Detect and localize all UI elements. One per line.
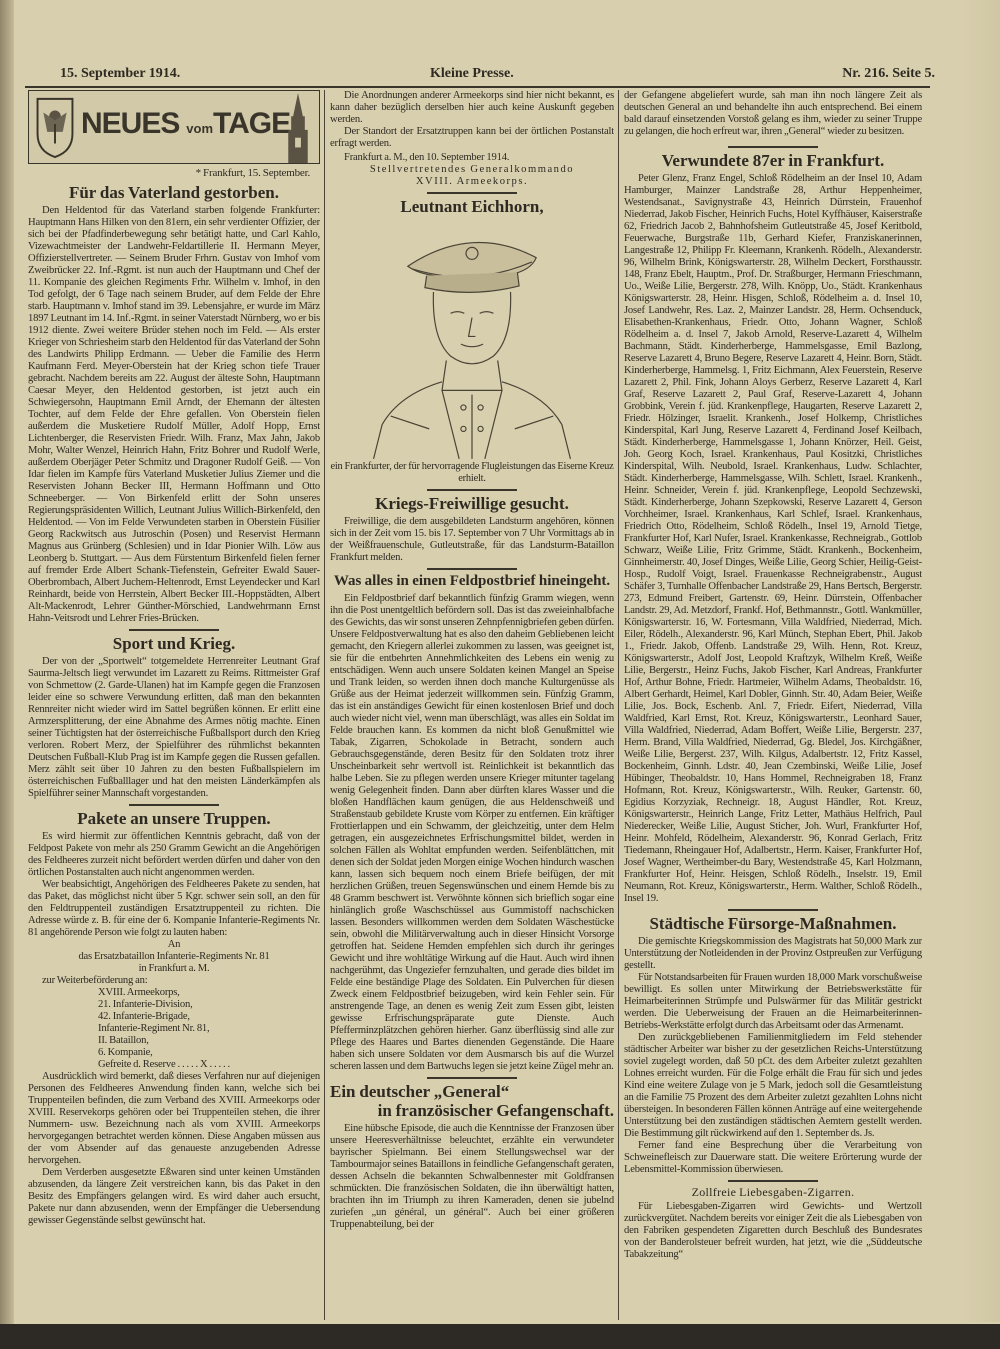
article-separator — [427, 1077, 517, 1079]
headline-in-franzoesischer-gefangenschaft: in französischer Gefangenschaft. — [377, 1101, 614, 1120]
article-text: Dem Verderben ausgesetzte Eßwaren sind unter keinen Umständen abzusenden, da längere Zeit verstreichen kann, bis das Paket in den Besitz des Empfängers gelangen wird. Es wird daher auch ersucht, Pakete nur dann abzusenden, wenn der Empfänger die Uebersendung gewisser Gegenstände selbst gewünscht hat. — [28, 1167, 320, 1226]
article-separator — [728, 1180, 818, 1182]
article-text: Es wird hiermit zur öffentlichen Kenntnis gebracht, daß von der Feldpost Pakete von mehr als 250 Gramm Gewicht an die Angehörigen des Feldheeres zurzeit nicht befördert werden dürfen und daher von den örtlichen Postanstalten auch nicht angenommen werden. — [28, 831, 320, 878]
article-separator — [427, 568, 517, 570]
issue-date: 15. September 1914. — [60, 66, 181, 81]
portrait-caption: ein Frankfurter, der für hervorragende Flugleistungen das Eiserne Kreuz erhielt. — [330, 461, 614, 484]
address-line: Infanterie-Regiment Nr. 81, — [98, 1023, 210, 1034]
address-line: in Frankfurt a. M. — [138, 963, 210, 974]
header-rule — [25, 86, 930, 88]
headline-kriegs-freiwillige-gesucht: Kriegs-Freiwillige gesucht. — [375, 494, 569, 513]
article-text: Die Anordnungen anderer Armeekorps sind hier nicht bekannt, es kann daher bezüglich derselben hier auch keine Auskunft gegeben werden. — [330, 90, 614, 125]
column-2 — [330, 90, 614, 1322]
running-head — [60, 66, 935, 86]
cathedral-tower-icon — [283, 91, 313, 163]
article-text: Wer beabsichtigt, Angehörigen des Feldheeres Pakete zu senden, hat das Paket, das möglichst nicht über 5 Kgr. schwer sein soll, an den für den Feldtruppenteil zuständigen Ersatztruppenteil zu richten. Die Adresse würde z. B. für eine der 6. Kompanie Infanterie-Regiments Nr. 81 angehörende Person wie folgt zu lauten haben: — [28, 879, 320, 938]
address-line: zur Weiterbeförderung an: — [42, 975, 148, 986]
article-text: Für Notstandsarbeiten für Frauen wurden 18,000 Mark vorschußweise bewilligt. Es sollen unter Mitwirkung der Betriebswerkstätte für Heimarbeiterinnen Strümpfe und Pulswärmer für das Militär gestrickt werden. Die Ueberweisung der Frauen an die Heimarbeiterinnen-Betriebs-Werkstätte erfolgt durch das Arbeitsamt oder das Armenamt. — [624, 972, 922, 1031]
issue-page-number: Nr. 216. Seite 5. — [842, 66, 935, 81]
headline-ein-deutscher-general: Ein deutscher „General“ — [330, 1082, 510, 1101]
headline-pakete-an-unsere-truppen: Pakete an unsere Truppen. — [77, 809, 271, 828]
address-line: das Ersatzbataillon Infanterie-Regiments Nr. 81 — [78, 951, 270, 962]
signature-authority: Stellvertretendes Generalkommando — [369, 164, 575, 175]
signature-authority: XVIII. Armeekorps. — [415, 176, 529, 187]
article-text: Den Heldentod für das Vaterland starben folgende Frankfurter: Hauptmann Hans Hilken von den 81ern, ein sehr verdienter Offizier, der sich bei der Pfadfinderbewegung sehr betätigt hatte, und Carl Kahlo, Vizewachtmeister der Landwehr-Feldartillerie II. Hermann Meyer, Offizierstellvertreter. — Seinem Bruder Frhrn. Gustav von Imhof vom Zweibrücker 22. Inf.-Rgmt. ist nun auch der Hauptmann und Chef der 11. Kompanie des gleichen Regiments Frhr. Wilhelm v. Imhof, in den Tod gefolgt, der 6 Tage nach seinem Bruder, auf dem Felde der Ehre starb. Hauptmann v. Imhof stand im 39. Lebensjahre, er wurde im März 1897 Leutnant im 14. Inf.-Rgmt. in seiner Vaterstadt Nürnberg, wo er bis 1912 diente. Zwei weitere Brüder stehen noch im Feld. — Als erster Krieger von Schriesheim starb den Heldentod für das Vaterland der Sohn des Landwirts Philipp Erdmann. — Ueber die Familie des Herrn Kaufmann Ferd. Meyer-Oberstein hat der Krieg schon tiefe Trauer gebracht. Nachdem bereits am 22. August der älteste Sohn, Hauptmann Caesar Meyer, den Heldentod gestorben, ist jetzt auch ein Schwiegersohn, Hauptmann Emil Arndt, der Ehemann der ältesten Tochter, auf dem Felde der Ehre gefallen. Von Oberstein fielen außerdem die Musketiere Rudolf Müller, Adolf Hopp, Ernst Lichtenberger, die Reservisten Friedr. Wilh. Franz, Max Jahn, Jakob Mohr, Walter Wenzel, Heinrich Hahn, Fritz Bohrer und Rudolf Werle, außerdem Oberjäger Peter Schmitz und Dragoner Rudolf Geiß. — Von Idar fielen im Kampfe fürs Vaterland Musketier Julius Ziemer und die Reservisten Johann Becker III, Hermann Hoffmann und Otto Schneeberger. — Von Birkenfeld erlitt der Sohn unseres Regierungspräsidenten Willich, Leutnant Julius Willich-Birkenfeld, den Heldentod. — Von im Felde Verwundeten starben in Oberstein Füsilier Georg Rackwitsch aus Jutroschin (Posen) und Reservist Hermann Magnus aus Grünberg (Schlesien) und in Idar Pionier Wilh. Löw aus Leonberg b. Stuttgart. — Aus dem Fürstentum Birkenfeld fielen ferner auf fremder Erde Albert Schank-Tiefenstein, Gefreiter Ewald Sauer-Oberbrombach, Albert Juchem-Heltenrodt, Ernst Leyendecker und Karl Reinhardt, beide von Herrstein, Albert Becker III.-Hoppstädten, Albert Alt-Mackenrodt, Lehrer Günther-Mörschied, Landwehrmann Ernst Hahn-Veitsrodt und Lehrer Fries-Brücken. — [28, 205, 320, 624]
column-rule — [618, 90, 619, 1320]
article-text: Ein Feldpostbrief darf bekanntlich fünfzig Gramm wiegen, wenn ihn die Post unentgeltlich befördern soll. Das ist das zweieinhalbfache des Gewichts, das wir sonst unseren Zehnpfennigbriefen geben dürfen. Unsere Feldpostverwaltung hat es also den daheim Gebliebenen leicht gemacht, den Kriegern allerlei zukommen zu lassen, was geeignet ist, sie für die entbehrten Annehmlichkeiten des Lebens ein wenig zu entschädigen. Wenn auch unsere Soldaten keinen Mangel an Speise und Trank leiden, so werden ihnen doch manche Kulturgenüsse als Grüße aus der Heimat jederzeit willkommen sein. Fünfzig Gramm, das ist ein anständiges Gewicht für einen kostenlosen Brief und doch auch wieder nicht viel, wenn man überschlägt, was alles ein Soldat im Felde brauchen kann. Es kommen da nicht bloß Genußmittel wie Tabak, Zigarren, Schokolade in Betracht, sondern auch Gebrauchsgegenstände, deren Besitz für den Soldaten trotz ihrer Unscheinbarkeit sehr wertvoll ist. Reinlichkeit ist bekanntlich das halbe Leben. Sie zu pflegen werden unsere Krieger mitunter tagelang wenig Gelegenheit finden. Dann aber dürften klares Wasser und die bloßen Handflächen kaum genügen, die aus Heldenschweiß und Straßenstaub gebildete Kruste vom Körper zu entfernen. Ein kräftiger Frottierlappen und ein Schwamm, der gleichzeitig, unter dem Helm getragen, ein ausgezeichnetes Erfrischungsmittel bildet, werden in solchen Fällen als Wohltat empfunden werden. Seifenblättchen, mit denen sich der Soldat jeden Morgen einige Wochen hindurch waschen kann, lassen sich bequem noch einem Briefe beifügen, der mit herzlichen Grüßen, treuen Segenswünschen und einem Hemde bis zu 48 Gramm beschwert ist. Verwöhnte können sich brieflich sogar eine hinlänglich große Waschschüssel aus Gummistoff nachschicken lassen. Besonders willkommen werden dem Soldaten Wäschestücke sein, obwohl die Militärverwaltung auch in dieser Hinsicht Vorsorge getroffen hat. Seidene Hemden empfehlen sich durch ihr geringes Gewicht und ihre wohltätige Wirkung auf die Haut. Auch wird ihnen nachgerühmt, das Ungeziefer fernzuhalten, und gerade dies bildet im Felde eine beständige Plage des Soldaten. Ein Pulverchen für diesen Zweck einem Feldpostbrief beizugeben, wird kein Fehler sein. Für anstrengende Tage, an denen es wenig Zeit zum Essen gibt, leisten gewisse Erfrischungspräparate gute Dienste. Auch Pfefferminzplätzchen gehören hierher. Ganz überflüssig sind alle zur Pflege des Haares und Bartes dienenden Gegenstände. Die Haare haben sich unsere Soldaten vor dem Ausmarsch bis auf die Wurzel scheren lassen und dem Bartwuchs legen sie jetzt keine Zügel mehr an. — [330, 593, 614, 1072]
headline-leutnant-eichhorn: Leutnant Eichhorn, — [400, 197, 544, 216]
address-line: 42. Infanterie-Brigade, — [98, 1011, 190, 1022]
newspaper-name: Kleine Presse. — [430, 66, 514, 81]
portrait-illustration — [365, 219, 579, 459]
column-1 — [28, 90, 320, 1322]
page-margin-right — [962, 0, 1000, 1322]
section-masthead — [28, 90, 320, 164]
signature-date: Frankfurt a. M., den 10. September 1914. — [344, 152, 510, 163]
article-text: Ausdrücklich wird bemerkt, daß dieses Verfahren nur auf diejenigen Personen des Feldheeres Anwendung finden kann, welche sich bei Truppenteilen befinden, die zum Verband des XVIII. Armeekorps oder XVIII. Reservekorps gehören oder bei Truppenteilen stehen, die ihrer Nummern- usw. Bezeichnung nach als vom XVIII. Armeekorps hervorgegangen betrachtet werden können. Diese Angaben müssen aus der vom Absender auf das genaueste anzugebenden Adresse hervorgehen. — [28, 1071, 320, 1166]
headline-sport-und-krieg: Sport und Krieg. — [112, 634, 236, 653]
headline-fuer-das-vaterland-gestorben: Für das Vaterland gestorben. — [68, 183, 280, 202]
column-3 — [624, 90, 922, 1322]
address-line: XVIII. Armeekorps, — [98, 987, 180, 998]
article-text: Eine hübsche Episode, die auch die Kenntnisse der Franzosen über unsere Heeresverhältnisse beleuchtet, erzählte ein verwundeter bayrischer Spielmann. Bei einem Stellungswechsel war der Tambourmajor seines Bataillons in feindliche Gefangenschaft geraten, dessen Achseln die bekannten Schwalbennester mit Goldfransen schmückten. Die französischen Soldaten, die ihn überwältigt hatten, brachten ihn im Triumph zu ihren Kameraden, denen sie jubelnd zuriefen „un général, un général“. Auch bei einer größeren Truppenabteilung, bei der — [330, 1123, 614, 1230]
subheadline-zollfreie-liebesgaben-zigarren: Zollfreie Liebesgaben-Zigarren. — [691, 1185, 855, 1199]
article-text: Den zurückgebliebenen Familienmitgliedern im Feld stehender städtischer Arbeiter war bisher zu der gesetzlichen Reichs-Unterstützung soviel zugelegt worden, daß 50 pCt. des dem Arbeiter zuletzt gezahlten Lohnes erreicht wurden. Für die Folge erhält die Frau für sich und jedes Kind eine weitere Zulage von je 5 Mark, jedoch soll die Gesamtleistung an die Familie 75 Prozent des dem Arbeiter zuletzt gezahlten Lohns nicht übersteigen. In besonderen Fällen können Anträge auf eine weitergehende Unterstützung bei den zuständigen städtischen Aemtern gestellt werden. Die Bestimmung gilt rückwirkend auf den 1. September ds. Js. — [624, 1032, 922, 1139]
article-text: Peter Glenz, Franz Engel, Schloß Rödelheim an der Insel 10, Adam Hamburger, Mainzer Landstraße 28, Arthur Heppenheimer, Westendsanat., Savignystraße 43, Heinrich Dürrstein, Frauenhof Niederrad, Jakob Fischer, Heinrich Fuchs, Hotel Kyffhäuser, Kaiserstraße 62, Friedrich Jacob 2, Bahnhofsheim Gutleutstraße 45, Josef Keritbold, Feuerwache, Burgstraße 11b, Gerhard Kiefer, Franziskanerinnen, Langestraße 12, Philipp Fr. Kleemann, Krankenh. Rödelh., Alexanderstr. 96, Wilhelm Brink, Königswarterstr. 28, Wilhelm Deckert, Forsthausstr. 148, Franz Ebelt, Hauptm., Prof. Dr. Straßburger, Hermann Frieschmann, Uo., Weiße Lilie, Bergerstr. 278, Wilh. Knöpp, Uo., Städt. Krankenhaus Königswarterstr. 28, Heinr. Hisgen, Schloß, Rödelheim a. d. Insel 10, Josef Landwehr, Res. Laz. 2, Mainzer Landstr. 28, Herm. Ochsenduck, Elisabethen-Krankenhaus, Friedr. Otto, Johann Wagner, Schloß Rödelheim a. d. Insel 7, Jakob Arnold, Reserve-Lazarett 4, Wilhelm Bachmann, Städt. Kinderherberge, Hammelsgasse, Emil Bazlong, Reserve Lazarett 4, Bruno Begere, Reserve Lazarett 4, Heinr. Born, Städt. Kinderherberge, Hammelsg. 1, Fritz Eichmann, Alex Feuerstein, Reserve Lazarett 2, Phil. Fink, Johann Aloys Gerberz, Reserve Lazarett 4, Karl Graf, Reserve Lazarett 2, Paul Graf, Reserve-Lazarett 4, Johann Grobbink, Verein f. jüd. Krankenpflege, Haugarten, Reserve Lazarett 2, Friedr. Hölzinger, Israelit. Krankenh., Josef Holkemp, Christliches Kinderspital, Karl Jung, Reserve Lazarett 4, Ferdinand Josef Keilbach, Städt. Kinderherberge, Hammelsgasse 1, Johann Knörzer, Heil. Geist, Joh. Georg Koch, Israel. Krankenhaus, Paul Kositzki, Christliches Kinderspital, Wilh. Neubold, Israel. Krankenhaus, Ludw. Schlachter, Städt. Kinderherberge, Hammelsgasse, Wilh. Schlett, Israel. Krankenh., Heinr. Schneider, Verein f. jüd. Krankenpflege, Leopold Sechzewski, Städt. Kinderherberge, Johann Szepkowski, Reserve Lazarett 4, Gerson Vorchheimer, Israel. Krankenhaus, Karl Schlef, Israel. Krankenhaus, Friedrich Otto, Rödelheim, Schloß Rödelh., Insel 19, Arnold Tietge, Frankfurter Hof, Karl Nufer, Israel. Krankenkasse, Rechneigrab., Gottlob Schwarz, Weiße Lilie, Fritz Grimme, Städt. Krankenh., Bockenheim, Ginnheimerstr. 40, Josef Dinges, Weiße Lilie, Georg Schier, Heilig-Geist-Hosp., Rudolf Voigt, Israel. Frauenkasse Rechneigrabenstr., August Schäfer 3, Turnhalle Offenbacher Landstraße 29, Hans Bertsch, Bergerstr. 273, Edmund Freibert, Gartenstr. 69, Heinr. Dürrstein, Offenbacher Landstr. 29, Ad. Metzdorf, Frankf. Hof, Bethmannstr., Gottl. Wankmüller, Königswarterstr. 16, W. Fortesmann, Villa Waldfried, Niederrad, Mich. Eiler, Rödelh., Alexanderstr. 96, Karl Münch, Stephan Ebert, Phil. Jakob 1., Friedr. Jakob, Offenb. Landstraße 29, Wilh. Henn, Rot. Kreuz, Königswarterstr., Adolf Jost, Leopold Kraftzyk, Wilhelm Kreß, Weiße Lilie, Bergerstr., Heinz Fuchs, Jakob Fischer, Karl Andreas, Frankfurter Hof, Arthur Bohne, Friedr. Hartmeier, Wilhelm Adams, Theobaldstr. 16, Albert Gerhardt, Heimel, Karl Dobler, Ginnh. Str. 40, Adam Beier, Weiße Lilie, Jos. Bock, Eschenb. Anl. 7, Friedr. Eifert, Niederrad, Villa Waldfried, Karl Ernst, Rot. Kreuz, Königswarterstr., Leonhard Sauer, Villa Waldfried, Niederrad, Adam Boffert, Weiße Lilie, Bergerstr. 237, Herm. Brand, Villa Waldfried, Niederrad, Gg. Bledel, Jos. Kirchgäßner, Weiße Lilie, Bergerst. 237, Wilh. Kilgus, Adalbertstr. 12, Fritz Kassel, Bockenheim, Ginnh. Ldstr. 40, Jean Czembinski, Weiße Lilie, Josef Hübinger, Theobaldstr. 10, Hans Hommel, Rechneigraben 18, Franz Hofmann, Rot. Kreuz, Königswarterstr., Wilh. Reuker, Gartenstr. 60, Egidius Korzyziak, Rechneigr. 18, August Händler, Rot. Kreuz, Königswarterstr., Heinrich Lange, Fritz Letter, Mathäus Helfrich, Paul Niederecker, Weiße Lilie, August Sticher, Joh. Wurl, Frankfurter Hof, Heinr. Mohfeld, Rödelheim, Alexanderstr. 96, Konrad Gerlach, Fritz Tiedemann, Rheingauer Hof, Adalbertstr., Herm. Kaiser, Frankfurter Hof, Josef Wagner, Wertheimber-du Bary, Westendstraße 45, Karl Holzmann, Frankfurter Hof, Heinr. Heisgen, Schloß Rödelh., Inselstr. 19, Emil Neumann, Rot. Kreuz, Königswarterstr., Herm. Walther, Schloß Rödelh., Insel 19. — [624, 173, 922, 904]
dateline: * Frankfurt, 15. September. — [195, 167, 310, 179]
column-rule — [324, 90, 325, 1320]
article-text: Freiwillige, die dem ausgebildeten Landsturm angehören, können sich in der Zeit vom 15. bis 17. September von 7 Uhr Vormittags ab in der Weißfrauenschule, Gutleutstraße, für das Landsturm-Bataillon Frankfurt melden. — [330, 516, 614, 563]
article-text: Der von der „Sportwelt“ totgemeldete Herrenreiter Leutnant Graf Saurma-Jeltsch liegt verwundet im Lazarett zu Reims. Rittmeister Graf von Schmettow (2. Garde-Ulanen) hat im Kampfe gegen die Franzosen leider eine so schwere Verwundung erlitten, daß man den bekannten Rennreiter nicht wieder wird im Sattel begrüßen können. Er erlitt eine Armzersplitterung, der eine Abnahme des Armes nötig machte. Einen seiner Tüchtigsten hat der österreichische Fußballsport durch den Krieg verloren. Robert Merz, der Spielführer des rühmlichst bekannten Deutschen Fußball-Klub Prag ist im Kampfe gegen die Russen gefallen. Merz zählt seit über 10 Jahren zu den besten Fußballspielern im österreichischen Fußballlager und hat den meisten Länderkämpfen als Spielführer seiner Mannschaft vorgestanden. — [28, 656, 320, 799]
article-separator — [129, 804, 219, 806]
headline-was-alles-in-einen-feldpostbrief-hineingeht: Was alles in einen Feldpostbrief hineingeht. — [333, 573, 611, 589]
article-text: Der Standort der Ersatztruppen kann bei der örtlichen Postanstalt erfragt werden. — [330, 126, 614, 149]
headline-verwundete-87er-in-frankfurt: Verwundete 87er in Frankfurt. — [661, 151, 885, 170]
masthead-title: NEUES vomTAGE — [81, 107, 291, 140]
address-line: II. Bataillon, — [98, 1035, 149, 1046]
eagle-crest-icon — [33, 95, 77, 159]
headline-staedtische-fuersorge-massnahmen: Städtische Fürsorge-Maßnahmen. — [649, 914, 897, 933]
article-separator — [129, 629, 219, 631]
address-line: 21. Infanterie-Division, — [98, 999, 193, 1010]
article-text: der Gefangene abgeliefert wurde, sah man ihn noch längere Zeit als deutschen General an und behandelte ihn auch entsprechend. Bei einem bald darauf einsetzenden Vorstoß gelang es ihm, wieder zu seiner Truppe zu gelangen, die hoch erfreut war, ihren „General“ wieder zu besitzen. — [624, 90, 922, 137]
article-text: Ferner fand eine Besprechung über die Verarbeitung von Schweinefleisch zur Dauerware statt. Die weitere Erörterung wurde der Lebensmittel-Kommission überwiesen. — [624, 1140, 922, 1175]
address-line: Gefreite d. Reserve . . . . . X . . . . . — [98, 1059, 230, 1070]
article-separator — [427, 489, 517, 491]
article-separator — [427, 192, 517, 194]
article-text: Die gemischte Kriegskommission des Magistrats hat 50,000 Mark zur Unterstützung der Notleidenden in der Provinz Ostpreußen zur Verfügung gestellt. — [624, 936, 922, 971]
page-edge-left — [0, 0, 14, 1349]
address-line: An — [167, 939, 181, 950]
article-separator — [728, 146, 818, 148]
scan-border-bottom — [0, 1324, 1000, 1349]
article-separator — [728, 909, 818, 911]
article-text: Für Liebesgaben-Zigarren wird Gewichts- und Wertzoll zurückvergütet. Nachdem bereits vor einiger Zeit die als Liebesgaben von den Fabriken gespendeten Zigaretten durch Beschluß des Bundesrates von der Banderolsteuer befreit wurden, hat jetzt, wie die „Süddeutsche Tabakzeitung“ — [624, 1201, 922, 1260]
address-line: 6. Kompanie, — [98, 1047, 153, 1058]
